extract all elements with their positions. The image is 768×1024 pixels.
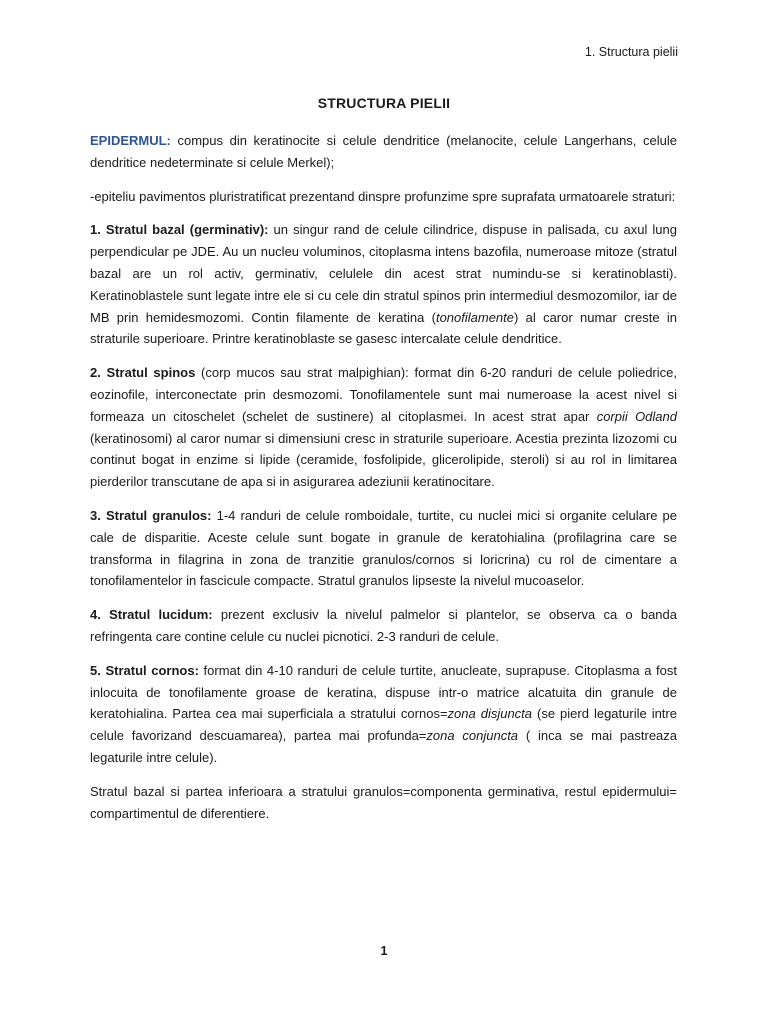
running-header: 1. Structura pielii <box>584 45 678 59</box>
page-title: STRUCTURA PIELII <box>317 95 451 111</box>
paragraph-stratul-bazal <box>90 219 677 350</box>
summary-text: Stratul bazal si partea inferioara a stratului granulos=componenta germinativa, restul epidermului= compartimentul de diferentiere. <box>90 783 677 821</box>
paragraph-stratul-cornos <box>90 660 677 769</box>
tonofilamente-term: tonofilamente <box>435 309 515 325</box>
corpii-odland-term: corpii Odland <box>596 408 677 424</box>
epidermul-label: EPIDERMUL: <box>90 133 171 148</box>
page-number: 1 <box>380 944 388 958</box>
stratul-cornos-text-2: (se pierd legaturile intre celule favorizand descuamarea), partea mai profunda= <box>90 706 677 744</box>
stratul-bazal-text-2: ) al caror numar creste in straturile superioare. Printre keratinoblaste se gasesc intercalate celule dendritice. <box>90 309 677 347</box>
stratul-cornos-label: 5. Stratul cornos: <box>90 662 199 678</box>
paragraph-stratul-spinos <box>90 362 677 493</box>
stratul-lucidum-text: prezent exclusiv la nivelul palmelor si plantelor, se observa ca o banda refringenta care contine celule cu nuclei picnotici. 2-3 randuri de celule. <box>90 607 677 644</box>
stratul-bazal-label: 1. Stratul bazal (germinativ): <box>90 222 269 238</box>
stratul-granulos-text: 1-4 randuri de celule romboidale, turtite, cu nuclei mici si organite celulare pe cale de disparitie. Aceste celule sunt bogate in granule de keratohialina (profilagrina care se transforma in filagrina in zona de tranzitie granulos/cornos si loricrina) cu rol de cimentare a tonofilamentelor in fascicule compacte. Stratul granulos lipseste la nivelul mucoaselor. <box>90 507 678 589</box>
epidermul-text: compus din keratinocite si celule dendritice (melanocite, celule Langerhans, celule dendritice nedeterminate si celule Merkel); <box>90 133 677 170</box>
stratul-lucidum-label: 4. Stratul lucidum: <box>90 607 213 623</box>
paragraph-stratul-granulos <box>90 505 677 592</box>
paragraph-epidermul <box>90 130 677 174</box>
stratul-cornos-text-1: format din 4-10 randuri de celule turtite, anucleate, suprapuse. Citoplasma a fost inlocuita de tonofilamente groase de keratina, dispuse intr-o matrice alcatuita din granule de keratohialina. Partea cea mai superficiala a stratului cornos= <box>90 662 677 722</box>
zona-disjuncta-term: zona disjuncta <box>447 706 533 722</box>
paragraph-stratul-lucidum <box>90 604 677 648</box>
paragraph-epiteliu <box>90 186 677 208</box>
paragraph-summary <box>90 781 677 825</box>
stratul-granulos-label: 3. Stratul granulos: <box>90 507 212 523</box>
stratul-bazal-text-1: un singur rand de celule cilindrice, dispuse in palisada, cu axul lung perpendicular pe JDE. Au un nucleu voluminos, citoplasma intens bazofila, numeroase mitoze (stratul bazal are un rol activ, germinativ, celulele din acest strat numindu-se si keratinoblasti). Keratinoblastele sunt legate intre ele si cu cele din stratul spinos prin intermediul desmozomilor, iar de MB prin hemidesmozomi. Contin filamente de keratina ( <box>90 222 677 325</box>
zona-conjuncta-term: zona conjuncta <box>426 728 519 744</box>
document-body <box>90 130 677 836</box>
stratul-spinos-text-1: (corp mucos sau strat malpighian): format din 6-20 randuri de celule poliedrice, eozinofile, interconectate prin desmozomi. Tonofilamentele sunt mai numeroase la acest nivel si formeaza un citoschelet (schelet de sustinere) al citoplasmei. In acest strat apar <box>90 365 677 424</box>
stratul-cornos-text-3: ( inca se mai pastreaza legaturile intre celule). <box>90 728 678 765</box>
epiteliu-text: -epiteliu pavimentos pluristratificat prezentand dinspre profunzime spre suprafata urmatoarele straturi: <box>90 188 676 204</box>
stratul-spinos-label: 2. Stratul spinos <box>90 365 196 381</box>
stratul-spinos-text-2: (keratinosomi) al caror numar si dimensiuni cresc in straturile superioare. Acestia prezinta lizozomi cu continut bogat in enzime si lipide (ceramide, fosfolipide, glicerolipide, steroli) si au rol in limitarea pierderilor transcutane de apa si in asigurarea adeziunii keratinocitare. <box>90 430 677 490</box>
